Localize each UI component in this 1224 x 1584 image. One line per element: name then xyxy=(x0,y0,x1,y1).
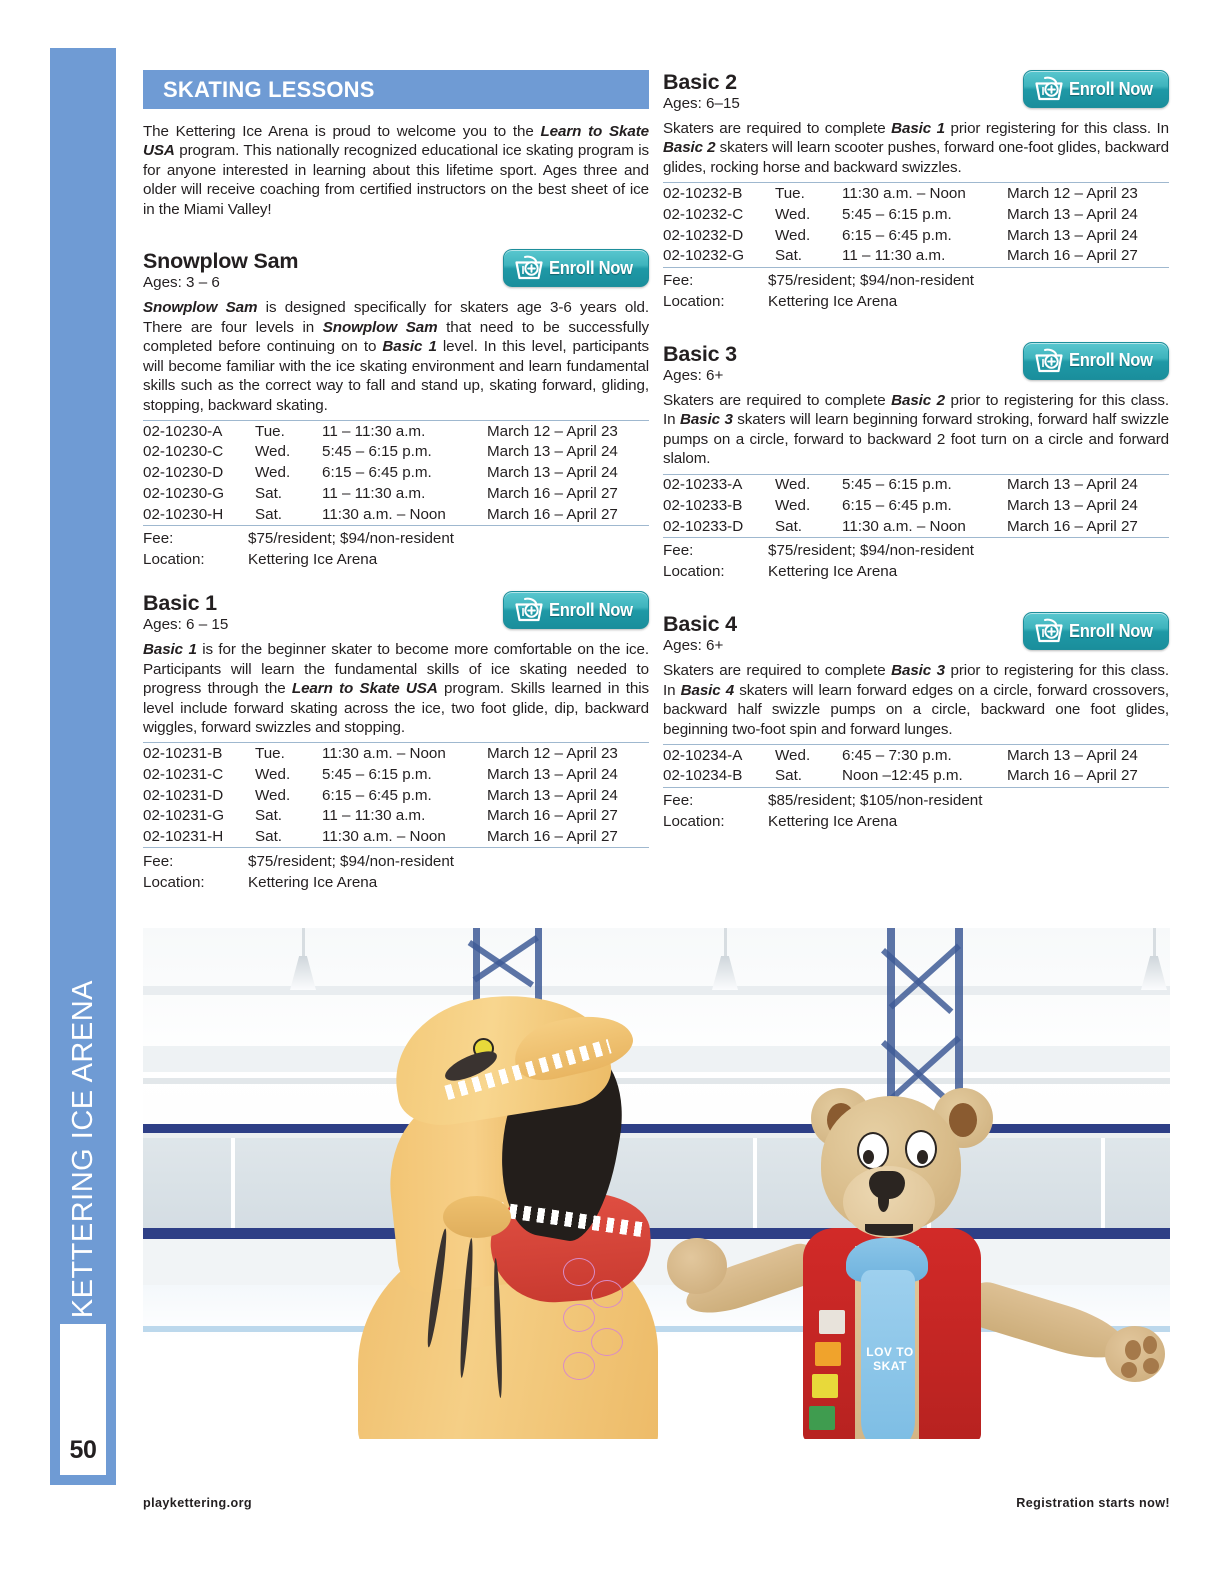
program-snowplow-sam xyxy=(143,249,649,570)
skill-badge-2 xyxy=(815,1342,841,1366)
course-dates: March 16 – April 27 xyxy=(1007,767,1138,785)
course-day: Wed. xyxy=(775,205,811,223)
course-day: Tue. xyxy=(775,184,805,202)
intro-text-1: The Kettering Ice Arena is proud to welcome you to the xyxy=(143,123,541,140)
location-row xyxy=(663,562,1169,583)
course-time: 11:30 a.m. – Noon xyxy=(322,745,446,763)
table-row xyxy=(663,225,1169,246)
program-description xyxy=(663,391,1169,469)
basket-plus-icon xyxy=(514,597,544,623)
course-dates: March 16 – April 27 xyxy=(487,505,618,523)
enroll-now-label: Enroll Now xyxy=(1069,620,1153,641)
enroll-now-label: Enroll Now xyxy=(1069,78,1153,99)
program-header xyxy=(663,342,1169,388)
course-code: 02-10230-C xyxy=(143,443,224,461)
location-row xyxy=(663,291,1169,312)
description-text: Skaters are required to complete xyxy=(663,391,892,409)
description-text: Skaters are required to complete xyxy=(663,120,892,137)
lamp-rod xyxy=(302,928,305,956)
dinosaur-arm xyxy=(443,1196,511,1238)
location-value: Kettering Ice Arena xyxy=(768,292,898,310)
description-emphasis: Basic 1 xyxy=(143,641,197,659)
fee-label: Fee: xyxy=(663,542,694,560)
table-row xyxy=(143,806,649,827)
course-day: Wed. xyxy=(775,476,811,494)
description-emphasis: Snowplow Sam xyxy=(322,318,438,336)
section-banner-title: SKATING LESSONS xyxy=(163,76,375,102)
program-header xyxy=(143,249,649,295)
sidebar-rail-text: KETTERING ICE ARENA xyxy=(66,979,99,1318)
course-code: 02-10232-D xyxy=(663,226,744,244)
arena-glass-band xyxy=(143,1138,1170,1228)
lamp-rod xyxy=(1153,928,1156,956)
program-basic-2 xyxy=(663,70,1169,312)
course-time: 6:15 – 6:45 p.m. xyxy=(322,464,432,482)
dinosaur-scale-pattern xyxy=(591,1328,623,1356)
program-header xyxy=(663,70,1169,116)
course-time: 11 – 11:30 a.m. xyxy=(322,422,426,440)
program-ages: Ages: 6 – 15 xyxy=(143,616,229,634)
description-text: is for the beginner skater to become more comfortable on the ice. Participants will learn the fundamental skills of ice skating needed to progress through the xyxy=(143,641,649,698)
fee-value: $75/resident; $94/non-resident xyxy=(248,852,455,870)
arena-mascot-photo xyxy=(143,928,1170,1439)
fee-row xyxy=(143,529,649,550)
course-dates: March 12 – April 23 xyxy=(487,745,618,763)
course-dates: March 13 – April 24 xyxy=(1007,476,1138,494)
section-intro-paragraph xyxy=(143,122,649,219)
dinosaur-scale-pattern xyxy=(591,1280,623,1308)
schedule-rows xyxy=(663,745,1169,788)
table-row xyxy=(143,785,649,806)
enroll-now-label: Enroll Now xyxy=(549,257,633,278)
course-code: 02-10234-B xyxy=(663,767,743,785)
course-time: 6:15 – 6:45 p.m. xyxy=(842,496,952,514)
course-day: Tue. xyxy=(255,422,285,440)
program-basic-4 xyxy=(663,612,1169,832)
course-time: 5:45 – 6:15 p.m. xyxy=(842,476,952,494)
course-dates: March 13 – April 24 xyxy=(487,464,618,482)
course-time: Noon –12:45 p.m. xyxy=(842,767,963,785)
course-day: Wed. xyxy=(255,443,291,461)
dasher-board-face xyxy=(143,1239,1170,1285)
course-day: Sat. xyxy=(255,807,283,825)
course-day: Wed. xyxy=(775,226,811,244)
description-text: program. Skills learned in this level include forward skating across the ice, two foot glide, dip, backward wiggles, forward swizzles and stopping. xyxy=(143,680,649,736)
course-dates: March 16 – April 27 xyxy=(487,484,618,502)
course-schedule-table xyxy=(663,744,1169,788)
course-time: 11 – 11:30 a.m. xyxy=(842,247,946,265)
description-text: prior to registering for this class. In xyxy=(663,391,1169,429)
table-row xyxy=(663,495,1169,516)
program-title: Basic 2 xyxy=(663,70,737,94)
program-title: Snowplow Sam xyxy=(143,249,299,274)
table-row xyxy=(663,516,1169,537)
course-time: 11 – 11:30 a.m. xyxy=(322,484,426,502)
bear-paw-pad xyxy=(1143,1358,1159,1374)
table-row xyxy=(143,764,649,785)
course-day: Sat. xyxy=(255,828,283,846)
program-ages: Ages: 6–15 xyxy=(663,95,740,113)
dinosaur-scale-pattern xyxy=(563,1352,595,1380)
course-code: 02-10231-D xyxy=(143,786,224,804)
course-dates: March 16 – April 27 xyxy=(1007,517,1138,535)
table-row xyxy=(663,474,1169,495)
course-day: Sat. xyxy=(255,505,283,523)
spacer xyxy=(143,219,649,249)
course-schedule-table xyxy=(143,742,649,848)
glass-post xyxy=(753,1138,757,1230)
enroll-now-button[interactable] xyxy=(1023,342,1169,380)
course-meta-table xyxy=(663,271,1169,312)
description-emphasis: Snowplow Sam xyxy=(143,299,258,317)
description-text: prior to registering for this class. In xyxy=(663,662,1169,699)
course-code: 02-10232-B xyxy=(663,184,743,202)
basket-plus-icon xyxy=(1034,76,1064,102)
course-dates: March 13 – April 24 xyxy=(1007,746,1138,764)
description-text: skaters will learn forward edges on a circle, forward crossovers, backward half swizzle pumps on a circle, backward one foot glides, beginning two-foot spin and forward lunges. xyxy=(663,681,1169,738)
course-day: Sat. xyxy=(255,484,283,502)
course-dates: March 13 – April 24 xyxy=(487,443,618,461)
enroll-now-button[interactable] xyxy=(1023,612,1169,650)
course-time: 5:45 – 6:15 p.m. xyxy=(842,205,952,223)
table-row xyxy=(143,463,649,484)
course-day: Wed. xyxy=(775,496,811,514)
course-schedule-table xyxy=(663,474,1169,538)
course-dates: March 16 – April 27 xyxy=(487,807,618,825)
fee-row xyxy=(663,271,1169,292)
location-label: Location: xyxy=(663,292,725,310)
basket-plus-icon xyxy=(1034,618,1064,644)
program-description xyxy=(663,119,1169,177)
course-day: Tue. xyxy=(255,745,285,763)
fee-row xyxy=(143,851,649,872)
table-row xyxy=(143,827,649,848)
course-dates: March 13 – April 24 xyxy=(1007,496,1138,514)
course-meta-table xyxy=(143,529,649,570)
bear-paw-pad xyxy=(1143,1336,1157,1354)
location-label: Location: xyxy=(663,812,725,830)
table-row xyxy=(143,743,649,764)
program-description xyxy=(143,298,649,415)
program-description xyxy=(663,661,1169,739)
description-emphasis: Basic 4 xyxy=(680,681,735,699)
fee-value: $75/resident; $94/non-resident xyxy=(248,530,455,548)
enroll-now-label: Enroll Now xyxy=(549,599,633,620)
table-row xyxy=(663,745,1169,766)
bear-left-paw xyxy=(667,1238,727,1294)
course-code: 02-10232-G xyxy=(663,247,745,265)
location-value: Kettering Ice Arena xyxy=(248,551,378,569)
description-text: is designed specifically for skaters age 3-6 years old. There are four levels in xyxy=(143,299,650,336)
location-value: Kettering Ice Arena xyxy=(248,873,378,891)
course-day: Wed. xyxy=(775,746,811,764)
course-code: 02-10233-B xyxy=(663,496,743,514)
left-column xyxy=(143,70,649,893)
right-column xyxy=(663,70,1169,832)
course-time: 11 – 11:30 a.m. xyxy=(322,807,426,825)
fee-row xyxy=(663,791,1169,812)
description-emphasis: Basic 2 xyxy=(663,139,716,157)
program-header xyxy=(143,591,649,637)
bear-paw-pad xyxy=(1121,1362,1137,1378)
course-dates: March 13 – April 24 xyxy=(1007,226,1138,244)
course-dates: March 13 – April 24 xyxy=(1007,205,1138,223)
page-number-box xyxy=(58,1322,108,1477)
course-dates: March 12 – April 23 xyxy=(487,422,618,440)
table-row xyxy=(143,420,649,441)
course-time: 11:30 a.m. – Noon xyxy=(842,517,966,535)
description-text: skaters will learn scooter pushes, forward one-foot glides, backward glides, rocking horse and backward swizzles. xyxy=(663,139,1169,176)
description-text: that need to be successfully completed before continuing on to xyxy=(143,318,649,356)
course-dates: March 16 – April 27 xyxy=(1007,247,1138,265)
course-code: 02-10230-H xyxy=(143,505,224,523)
ceiling-beam xyxy=(143,1046,1170,1072)
fee-row xyxy=(663,541,1169,562)
description-text: prior registering for this class. In xyxy=(945,120,1169,137)
spacer xyxy=(143,570,649,591)
course-meta-table xyxy=(143,851,649,892)
location-row xyxy=(143,872,649,893)
course-time: 6:15 – 6:45 p.m. xyxy=(842,226,952,244)
enroll-now-button[interactable] xyxy=(503,249,649,287)
description-emphasis: Basic 1 xyxy=(891,120,945,137)
skill-badge-3 xyxy=(812,1374,838,1398)
bear-left-eye xyxy=(857,1132,889,1170)
location-row xyxy=(143,550,649,571)
description-text: skaters will learn beginning forward stroking, forward half swizzle pumps on a circle, forward to backward 2 foot turn on a circle and forward slalom. xyxy=(663,411,1169,468)
course-time: 11:30 a.m. – Noon xyxy=(322,505,446,523)
fee-value: $85/resident; $105/non-resident xyxy=(768,792,983,810)
table-row xyxy=(663,246,1169,267)
description-text: level. In this level, participants will become familiar with the ice skating environment and learn fundamental skills such as the correct way to fall and stand up, skating forward, gliding, stopping, backward skating. xyxy=(143,338,649,414)
program-title: Basic 4 xyxy=(663,612,737,637)
program-description xyxy=(143,640,649,737)
dinosaur-scale-pattern xyxy=(563,1304,595,1332)
location-label: Location: xyxy=(143,873,205,891)
dasher-board xyxy=(143,1228,1170,1239)
program-title: Basic 3 xyxy=(663,341,737,366)
course-code: 02-10231-G xyxy=(143,807,225,825)
schedule-rows xyxy=(143,420,649,525)
page-number: 50 xyxy=(69,1436,97,1464)
program-basic-1 xyxy=(143,591,649,892)
course-meta-table xyxy=(663,541,1169,582)
description-emphasis: Basic 3 xyxy=(679,411,733,429)
location-label: Location: xyxy=(143,551,205,569)
table-row xyxy=(143,483,649,504)
dinosaur-scale-pattern xyxy=(563,1258,595,1286)
bear-mouth xyxy=(865,1224,913,1236)
course-schedule-table xyxy=(663,182,1169,267)
course-code: 02-10234-A xyxy=(663,746,743,764)
enroll-now-button[interactable] xyxy=(1023,70,1169,108)
spacer xyxy=(663,582,1169,612)
course-dates: March 13 – April 24 xyxy=(487,786,618,804)
schedule-rows xyxy=(663,183,1169,267)
course-meta-table xyxy=(663,791,1169,832)
course-day: Wed. xyxy=(255,765,291,783)
course-code: 02-10233-D xyxy=(663,517,744,535)
skill-badge-4 xyxy=(809,1406,835,1430)
course-code: 02-10230-D xyxy=(143,464,224,482)
fee-label: Fee: xyxy=(663,272,694,290)
schedule-rows xyxy=(143,743,649,848)
description-text: Skaters are required to complete xyxy=(663,662,892,680)
course-time: 5:45 – 6:15 p.m. xyxy=(322,765,432,783)
enroll-now-label: Enroll Now xyxy=(1069,350,1153,371)
bear-paw-pad xyxy=(1125,1340,1141,1360)
location-row xyxy=(663,811,1169,832)
scarf-text: LOV TO SKAT xyxy=(866,1345,914,1373)
enroll-now-button[interactable] xyxy=(503,591,649,629)
course-time: 6:45 – 7:30 p.m. xyxy=(842,746,952,764)
footer-website[interactable]: playkettering.org xyxy=(143,1496,252,1510)
table-row xyxy=(143,442,649,463)
bear-left-pupil xyxy=(863,1150,874,1164)
spacer xyxy=(663,312,1169,342)
location-label: Location: xyxy=(663,563,725,581)
course-day: Wed. xyxy=(255,786,291,804)
fee-value: $75/resident; $94/non-resident xyxy=(768,542,975,560)
sidebar-rail xyxy=(50,48,116,1485)
description-emphasis: Learn to Skate USA xyxy=(291,680,438,698)
course-day: Sat. xyxy=(775,767,803,785)
course-time: 6:15 – 6:45 p.m. xyxy=(322,786,432,804)
course-code: 02-10231-H xyxy=(143,828,224,846)
program-ages: Ages: 6+ xyxy=(663,366,724,384)
fee-label: Fee: xyxy=(143,852,174,870)
course-day: Sat. xyxy=(775,247,803,265)
course-dates: March 13 – April 24 xyxy=(487,765,618,783)
location-value: Kettering Ice Arena xyxy=(768,812,898,830)
section-banner xyxy=(143,70,649,109)
bear-nose-bridge xyxy=(878,1190,889,1212)
course-schedule-table xyxy=(143,420,649,526)
program-basic-3 xyxy=(663,342,1169,582)
dasher-board-top xyxy=(143,1124,1170,1133)
intro-bold-learn-to-skate-usa: Learn to Skate USA xyxy=(143,123,649,160)
description-emphasis: Basic 2 xyxy=(891,391,945,409)
skill-badge-1 xyxy=(819,1310,845,1334)
basket-plus-icon xyxy=(1034,348,1064,374)
basket-plus-icon xyxy=(514,255,544,281)
ceiling-beam xyxy=(143,1078,1170,1084)
glass-post xyxy=(1101,1138,1105,1230)
course-code: 02-10233-A xyxy=(663,476,743,494)
program-header xyxy=(663,612,1169,658)
course-day: Sat. xyxy=(775,517,803,535)
fee-label: Fee: xyxy=(143,530,174,548)
description-emphasis: Basic 3 xyxy=(891,662,945,680)
table-row xyxy=(143,504,649,525)
course-code: 02-10231-B xyxy=(143,745,223,763)
course-dates: March 16 – April 27 xyxy=(487,828,618,846)
program-title: Basic 1 xyxy=(143,591,217,616)
program-ages: Ages: 6+ xyxy=(663,637,724,655)
bear-right-pupil xyxy=(917,1150,928,1164)
fee-label: Fee: xyxy=(663,792,694,810)
course-code: 02-10230-G xyxy=(143,484,225,502)
table-row xyxy=(663,766,1169,787)
schedule-rows xyxy=(663,474,1169,537)
program-ages: Ages: 3 – 6 xyxy=(143,274,220,292)
table-row xyxy=(663,204,1169,225)
course-dates: March 12 – April 23 xyxy=(1007,184,1138,202)
course-day: Wed. xyxy=(255,464,291,482)
intro-text-2: program. This nationally recognized educational ice skating program is for anyone interested in learning about this lifetime sport. Ages three and older will receive coaching from certified instructors on the best sheet of ice in the Miami Valley! xyxy=(143,142,649,218)
location-value: Kettering Ice Arena xyxy=(768,563,898,581)
course-time: 11:30 a.m. – Noon xyxy=(322,828,446,846)
footer-tagline: Registration starts now! xyxy=(1016,1496,1170,1510)
course-time: 11:30 a.m. – Noon xyxy=(842,184,966,202)
glass-post xyxy=(231,1138,235,1230)
lamp-rod xyxy=(724,928,727,956)
fee-value: $75/resident; $94/non-resident xyxy=(768,272,975,290)
course-code: 02-10232-C xyxy=(663,205,744,223)
course-code: 02-10231-C xyxy=(143,765,224,783)
table-row xyxy=(663,183,1169,204)
description-emphasis: Basic 1 xyxy=(382,338,437,356)
course-code: 02-10230-A xyxy=(143,422,223,440)
course-time: 5:45 – 6:15 p.m. xyxy=(322,443,432,461)
